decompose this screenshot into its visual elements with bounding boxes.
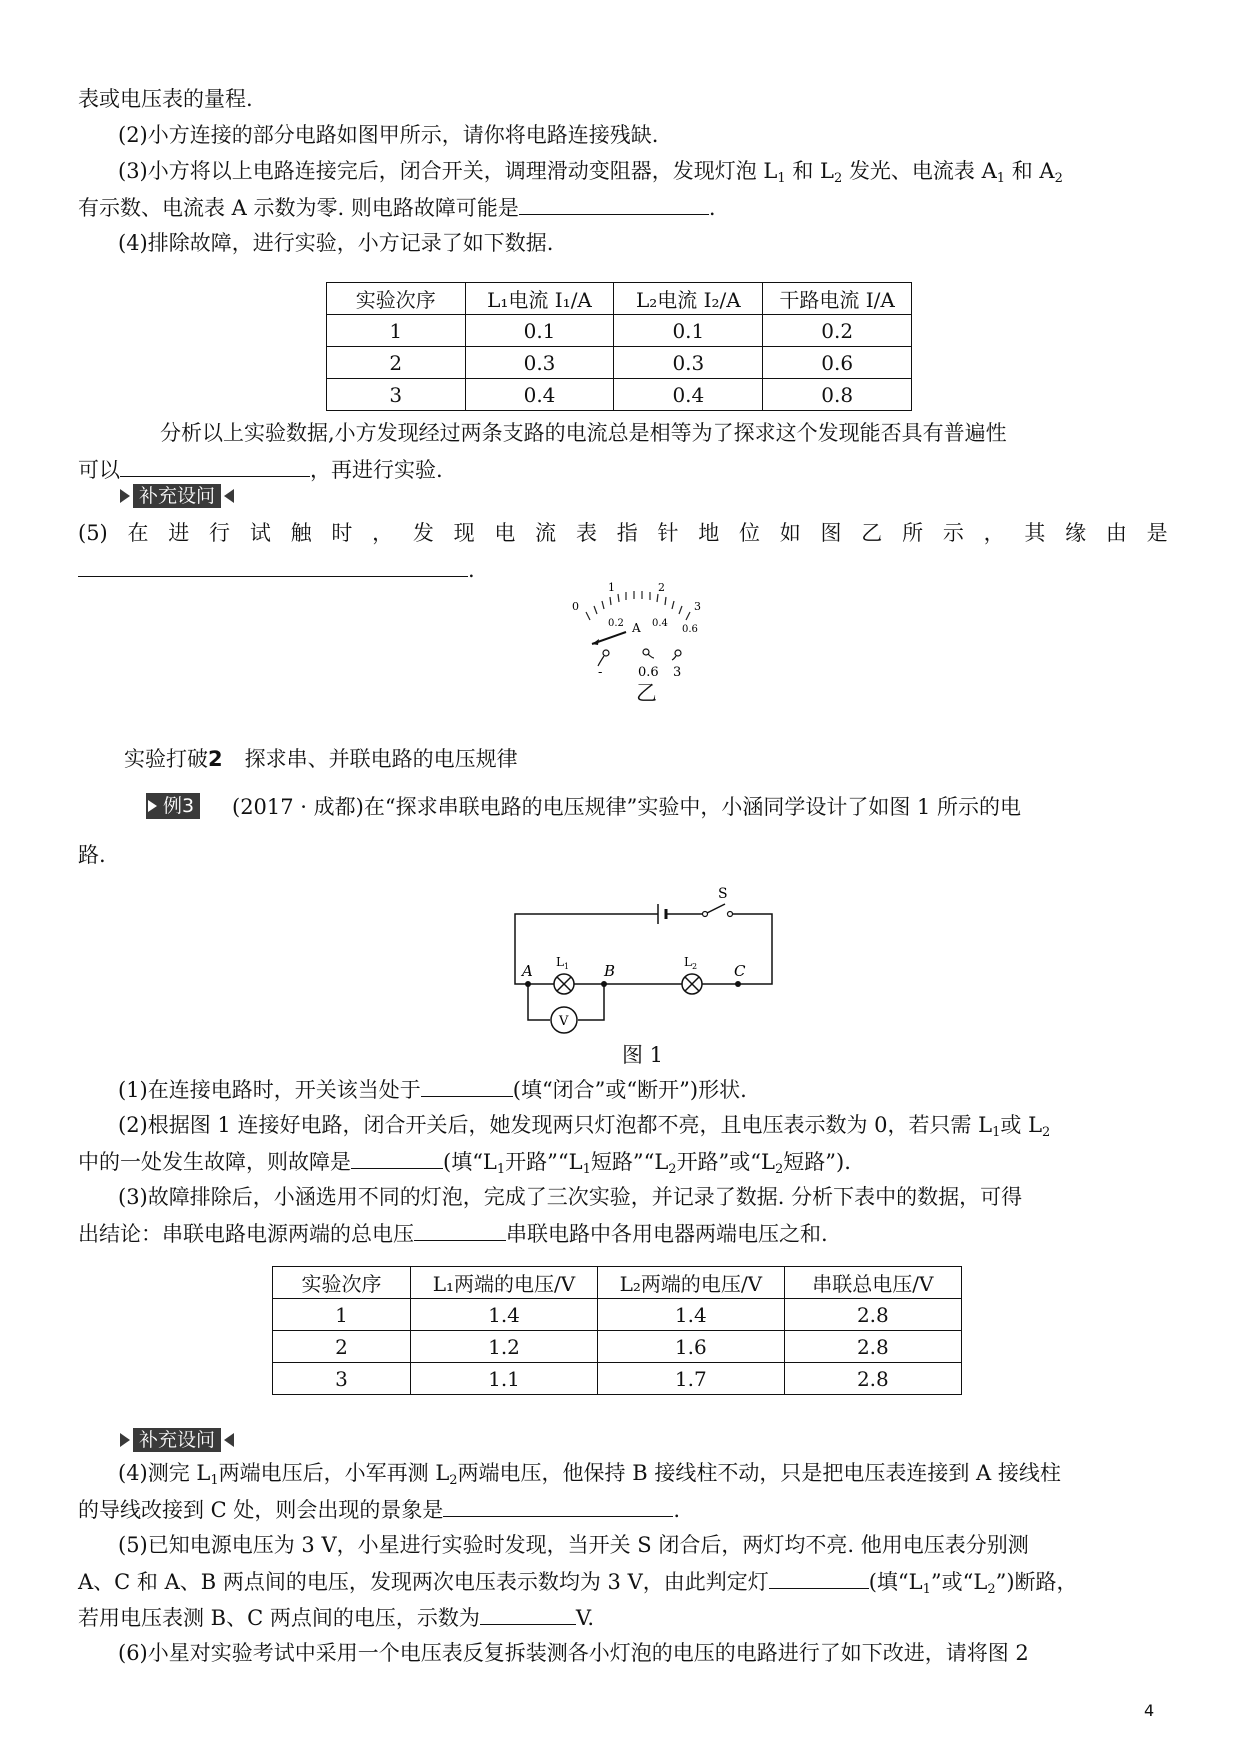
node-a [525,981,531,987]
scale-label: 0 [572,600,579,613]
table-cell: 0.1 [614,315,763,347]
part3-question-5-line1: (5)已知电源电压为 3 V，小星进行实验时发现，当开关 S 闭合后，两灯均不亮. 他用电压表分别测 [118,1533,1029,1557]
table-cell: 1.2 [411,1331,598,1363]
table-cell: 1.6 [597,1331,784,1363]
ammeter-scale-ticks [586,591,690,620]
needle-tip [592,639,599,645]
part2-question-3-line1: (3)故障排除后，小涵选用不同的灯泡，完成了三次实验，并记录了数据. 分析下表中的数据，可得 [118,1185,1023,1209]
example-tag: 例3 [146,793,200,819]
table-cell: 1.1 [411,1363,598,1395]
lamp-label: $L_2$ [684,955,698,971]
table-cell: 3 [327,379,466,411]
table-cell: 2.8 [784,1363,961,1395]
table-cell: 1 [327,315,466,347]
answer-blank[interactable] [769,1566,869,1589]
supplement-tag: 补充设问 [120,1428,234,1452]
table-cell: 2 [273,1331,411,1363]
answer-blank[interactable] [78,554,468,577]
table-cell: 1.4 [597,1299,784,1331]
table-cell: 0.4 [465,379,614,411]
scale-label: 1 [608,581,615,594]
table-header: 串联总电压/V [784,1267,961,1299]
data-table-current [326,282,912,411]
voltmeter-wire [578,984,604,1020]
question-5-line1: (5) 在 进 行 试 触 时 ， 发 现 电 流 表 指 针 地 位 如 图 乙 所 示 ， 其 缘 由 是 [78,521,1168,545]
answer-blank[interactable] [421,1074,513,1097]
table-header: L₁电流 I₁/A [465,283,614,315]
continued-text: 表或电压表的量程. [78,87,253,111]
scale-label: 3 [694,600,701,613]
table-row [273,1363,962,1395]
table-cell: 0.3 [614,347,763,379]
question-3-line2: 有示数、电流表 A 示数为零. 则电路故障可能是 . [78,192,716,223]
table-cell: 0.1 [465,315,614,347]
analysis-line2: 可以 ，再进行实验. [78,454,443,485]
question-2: (2)小方连接的部分电路如图甲所示，请你将电路连接残缺. [118,123,659,147]
table-cell: 1 [273,1299,411,1331]
voltmeter-wire [528,984,550,1020]
switch-contact [728,912,733,917]
answer-blank[interactable] [414,1218,506,1241]
part2-question-1: (1)在连接电路时，开关该当处于 (填“闭合”或“断开”)形状. [118,1074,747,1105]
scale-label: 0.4 [652,618,668,629]
part2-question-2-line1: (2)根据图 1 连接好电路，闭合开关后，她发现两只灯泡都不亮，且电压表示数为 0，若只需 $L_1$或 $L_2$ [118,1113,1051,1140]
example-text-cont: 路. [78,843,106,867]
table-cell: 1.4 [411,1299,598,1331]
table-cell: 2.8 [784,1299,961,1331]
table-cell: 0.8 [763,379,912,411]
triangle-left-icon [224,1433,234,1447]
table-cell: 1.7 [597,1363,784,1395]
part2-question-2-line2: 中的一处发生故障，则故障是 (填“$L_1$开路$”“L_1$短路$”“L_2$开路”或“$L_2$短路”). [78,1146,851,1185]
section-title: 实验打破2 探求串、并联电路的电压规律 [124,747,518,771]
node-label: C [734,962,746,980]
table-cell: 0.4 [614,379,763,411]
node-label: A [522,962,533,980]
table-cell: 0.6 [763,347,912,379]
part3-question-5-line2: A、C 和 A、B 两点间的电压，发现两次电压表示数均为 3 V，由此判定灯 (填“$L_1$”或“$L_2$”)断路， [78,1566,1078,1605]
table-header: L₂电流 I₂/A [614,283,763,315]
table-cell: 2 [327,347,466,379]
terminal-label: - [598,665,603,680]
table-row [273,1299,962,1331]
terminal-label: 0.6 [638,665,659,680]
part3-question-4-line2: 的导线改接到 C 处，则会出现的景象是 . [78,1494,680,1525]
table-header: 干路电流 I/A [763,283,912,315]
answer-blank[interactable] [351,1146,443,1169]
figure-caption: 图 1 [622,1043,664,1067]
question-5-line2: . [78,554,475,585]
voltmeter-label: V [559,1014,569,1029]
analysis-line1: 分析以上实验数据,小方发现经过两条支路的电流总是相等为了探求这个发现能否具有普遍性 [160,421,1007,445]
table-header: 实验次序 [327,283,466,315]
table-header: L₂两端的电压/V [597,1267,784,1299]
ammeter-terminals [598,649,681,666]
switch-label: S [718,886,728,902]
circuit-diagram [500,880,790,1040]
node-b [601,981,607,987]
wire [515,914,658,984]
table-row [327,347,912,379]
answer-blank[interactable] [480,1602,576,1625]
node-c [735,981,741,987]
data-table-voltage [272,1266,962,1395]
lamp-label: $L_1$ [556,955,570,971]
table-header: L₁两端的电压/V [411,1267,598,1299]
triangle-right-icon [120,1433,130,1447]
part3-question-6: (6)小星对实验考试中采用一个电压表反复拆装测各小灯泡的电压的电路进行了如下改进，请将图 2 [118,1641,1029,1665]
table-cell: 0.2 [763,315,912,347]
answer-blank[interactable] [519,192,709,215]
triangle-right-icon [120,489,130,503]
table-row [327,315,912,347]
table-row [273,1331,962,1363]
table-cell: 2.8 [784,1331,961,1363]
scale-label: 0.2 [608,618,624,629]
terminal-label: 3 [673,665,682,680]
table-row [327,379,912,411]
triangle-right-icon [148,800,157,812]
answer-blank[interactable] [443,1494,673,1517]
table-header: 实验次序 [273,1267,411,1299]
part3-question-5-line3: 若用电压表测 B、C 两点间的电压，示数为 V. [78,1602,594,1633]
answer-blank[interactable] [120,454,310,477]
question-4: (4)排除故障，进行实验，小方记录了如下数据. [118,231,554,255]
triangle-left-icon [224,489,234,503]
supplement-tag: 补充设问 [120,484,234,508]
part3-question-4-line1: (4)测完 $L_1$两端电压后，小军再测 $L_2$两端电压，他保持 B 接线柱不动，只是把电压表连接到 A 接线柱 [118,1461,1061,1488]
scale-label: 2 [658,581,665,594]
table-cell: 0.3 [465,347,614,379]
table-cell: 3 [273,1363,411,1395]
unit-label: A [632,621,641,635]
scale-label: 0.6 [682,624,698,635]
part2-question-3-line2: 出结论：串联电路电源两端的总电压 串联电路中各用电器两端电压之和. [78,1218,828,1249]
figure-caption: 乙 [636,681,657,705]
question-3-line1: (3)小方将以上电路连接完后，闭合开关，调理滑动变阻器，发现灯泡 $L_1$ 和 $L_2$ 发光、电流表 $A_1$ 和 $A_2$ [118,159,1063,186]
page-number: 4 [1144,1701,1155,1720]
node-label: B [604,962,616,980]
switch-lever [705,904,725,914]
example-text: (2017 · 成都)在“探求串联电路的电压规律”实验中，小涵同学设计了如图 1 所示的电 [232,795,1022,819]
switch-contact [703,912,708,917]
